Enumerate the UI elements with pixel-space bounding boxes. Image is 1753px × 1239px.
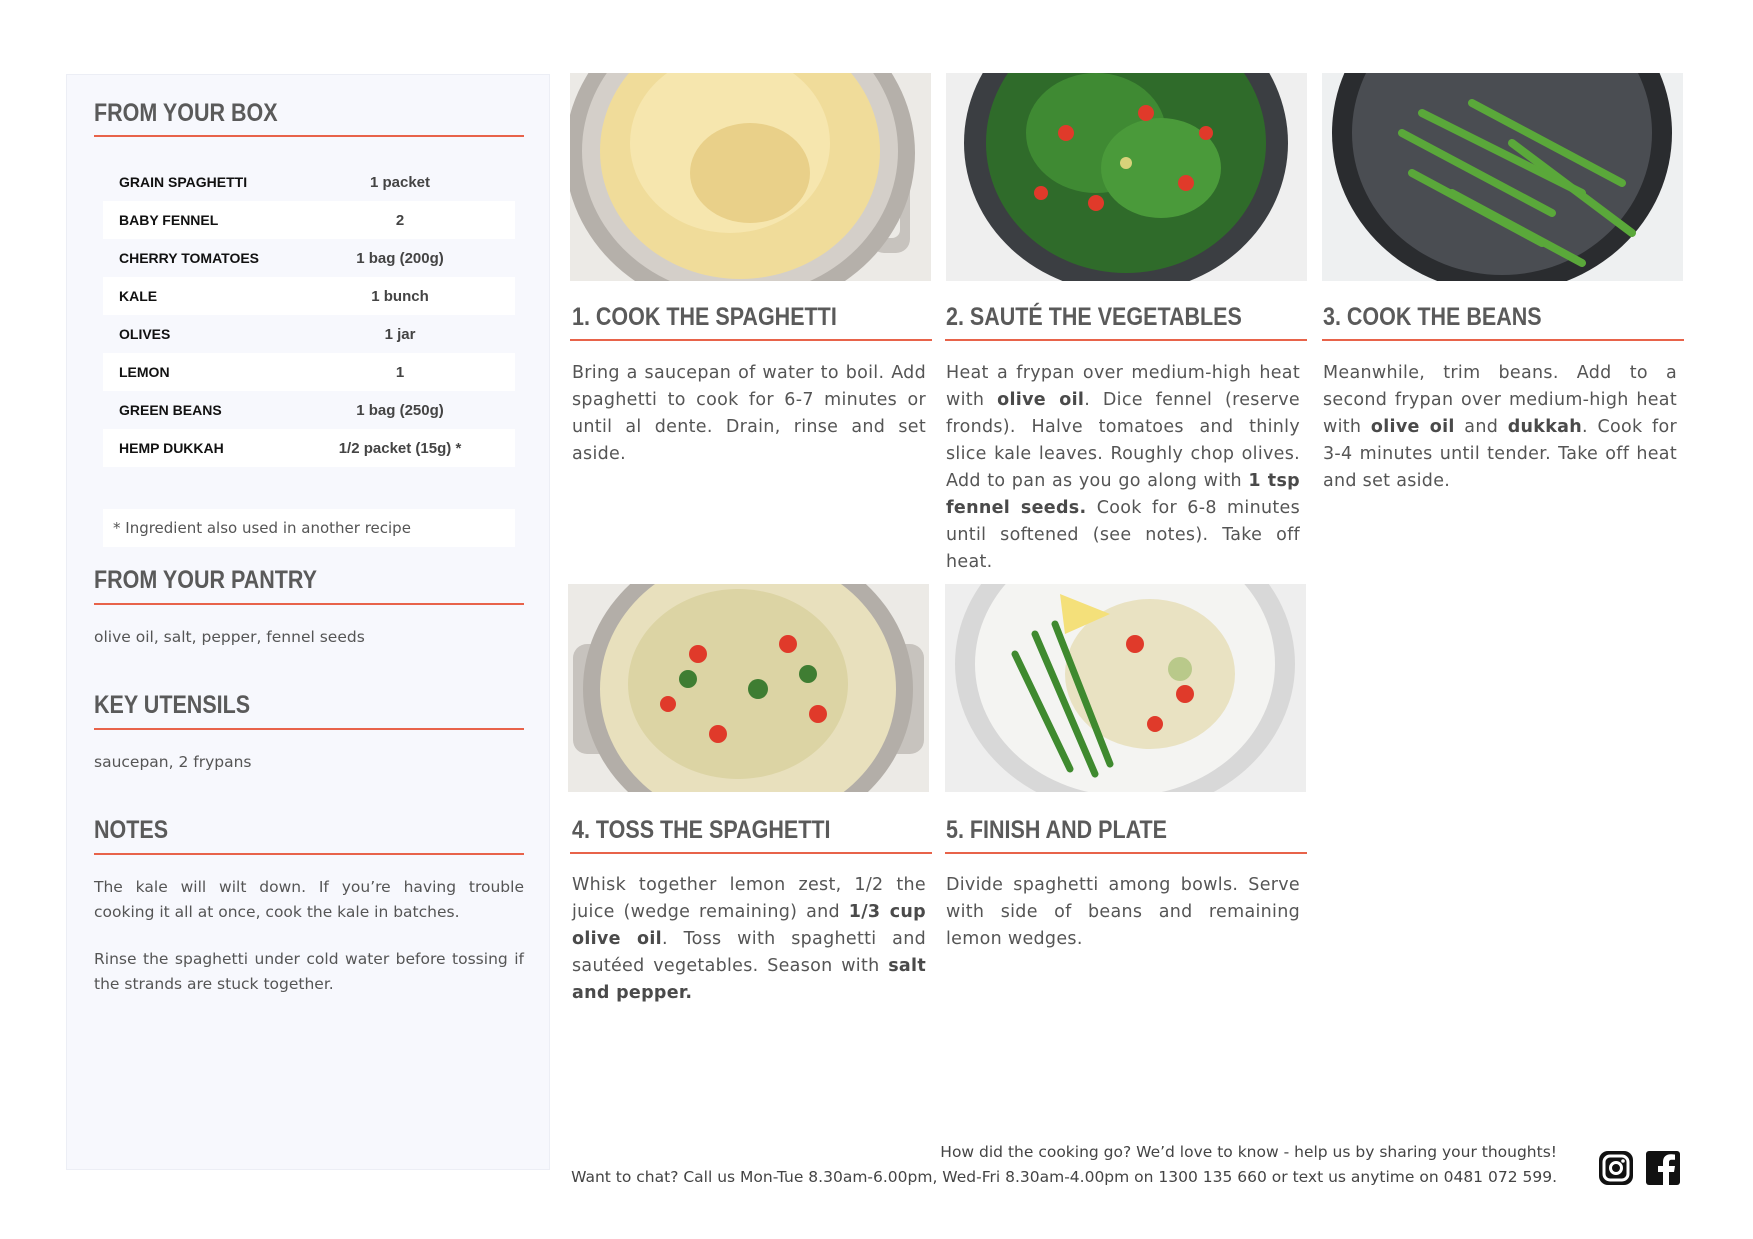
utensils-text: saucepan, 2 frypans (94, 753, 252, 771)
ingredient-name: LEMON (119, 364, 170, 380)
ingredient-quantity: 1 packet (369, 173, 431, 191)
contact-text: Want to chat? Call us Mon-Tue 8.30am-6.00pm, Wed-Fri 8.30am-4.00pm on 1300 135 660 or text us anytime on 0481 072 599. (571, 1168, 1557, 1186)
ingredients-table (103, 163, 515, 467)
note-2: Rinse the spaghetti under cold water before tossing if the strands are stuck together. (94, 950, 524, 993)
title-divider (570, 339, 932, 341)
title-divider (94, 135, 524, 137)
ingredient-row (103, 315, 515, 353)
step-4-text (572, 872, 926, 1007)
step-5-photo (945, 584, 1306, 792)
step-2-photo (946, 73, 1307, 281)
ingredient-row (103, 163, 515, 201)
ingredient-footnote: * Ingredient also used in another recipe (103, 509, 515, 547)
note-1: The kale will wilt down. If you’re having trouble cooking it all at once, cook the kale in batches. (94, 878, 524, 921)
step-5-text (946, 872, 1300, 953)
ingredient-row (103, 239, 515, 277)
ingredient-quantity: 1/2 packet (15g) * (338, 439, 462, 457)
step-text-run: and (1454, 417, 1508, 437)
title-divider (94, 603, 524, 605)
pantry-text: olive oil, salt, pepper, fennel seeds (94, 628, 365, 646)
step-text-run: . Dice fennel (reserve fronds). Halve tomatoes and thinly slice kale leaves. Roughly chop olives. Add to pan as you go along with (946, 390, 1300, 491)
ingredient-name: KALE (119, 288, 158, 304)
ingredient-name: GREEN BEANS (119, 402, 222, 418)
bold-ingredient-text: dukkah (1507, 417, 1583, 437)
ingredient-row (103, 391, 515, 429)
step-2-text (946, 360, 1300, 576)
step-text-run: Bring a saucepan of water to boil. Add spaghetti to cook for 6-7 minutes or until al dente. Drain, rinse and set aside. (572, 363, 926, 464)
step-1-text (572, 360, 926, 468)
facebook-icon[interactable] (1645, 1150, 1681, 1186)
from-your-box-title: FROM YOUR BOX (94, 99, 278, 127)
ingredient-name: OLIVES (119, 326, 171, 342)
step-text-run: Divide spaghetti among bowls. Serve with side of beans and remaining lemon wedges. (946, 875, 1300, 949)
step-text-run: Heat a frypan over medium-high heat with (946, 363, 1300, 410)
ingredient-name: CHERRY TOMATOES (119, 250, 260, 266)
feedback-text: How did the cooking go? We’d love to know - help us by sharing your thoughts! (940, 1143, 1557, 1161)
ingredients-sidebar (66, 74, 550, 1170)
ingredient-quantity: 1 bag (200g) (356, 249, 444, 267)
step-1-title: 1. COOK THE SPAGHETTI (572, 303, 837, 331)
ingredient-name: BABY FENNEL (119, 212, 219, 228)
title-divider (1322, 339, 1684, 341)
ingredient-row (103, 429, 515, 467)
title-divider (94, 853, 524, 855)
step-5-title: 5. FINISH AND PLATE (946, 816, 1167, 844)
step-3-title: 3. COOK THE BEANS (1323, 303, 1542, 331)
ingredient-quantity: 2 (395, 211, 405, 229)
bold-ingredient-text: 1/3 cup olive oil (572, 902, 926, 949)
instagram-icon[interactable] (1598, 1150, 1634, 1186)
ingredient-quantity: 1 bag (250g) (356, 401, 444, 419)
ingredient-row (103, 353, 515, 391)
title-divider (945, 339, 1307, 341)
step-4-title: 4. TOSS THE SPAGHETTI (572, 816, 831, 844)
ingredient-quantity: 1 bunch (371, 287, 429, 305)
ingredient-row (103, 201, 515, 239)
title-divider (94, 728, 524, 730)
step-3-photo (1322, 73, 1683, 281)
ingredient-quantity: 1 jar (384, 325, 416, 343)
step-1-photo (570, 73, 931, 281)
step-3-text (1323, 360, 1677, 495)
bold-ingredient-text: olive oil (997, 390, 1085, 410)
ingredient-quantity: 1 (395, 363, 405, 381)
step-text-run: Meanwhile, trim beans. Add to a second frypan over medium-high heat with (1323, 363, 1677, 437)
key-utensils-title: KEY UTENSILS (94, 691, 251, 719)
step-text-run: . Toss with spaghetti and sautéed vegetables. Season with (572, 929, 926, 976)
ingredient-row (103, 277, 515, 315)
bold-ingredient-text: 1 tsp fennel seeds. (946, 471, 1301, 518)
step-4-photo (568, 584, 929, 792)
notes-title: NOTES (94, 816, 169, 844)
from-your-pantry-title: FROM YOUR PANTRY (94, 566, 317, 594)
ingredient-name: GRAIN SPAGHETTI (119, 174, 248, 190)
step-text-run: . Cook for 3-4 minutes until tender. Take off heat and set aside. (1323, 417, 1677, 491)
step-text-run: Whisk together lemon zest, 1/2 the juice (wedge remaining) and (572, 875, 926, 922)
title-divider (570, 852, 932, 854)
title-divider (945, 852, 1307, 854)
ingredient-name: HEMP DUKKAH (119, 440, 224, 456)
bold-ingredient-text: salt and pepper. (572, 956, 926, 1003)
step-2-title: 2. SAUTÉ THE VEGETABLES (946, 303, 1242, 331)
step-text-run: Cook for 6-8 minutes until softened (see notes). Take off heat. (946, 498, 1300, 572)
bold-ingredient-text: olive oil (1370, 417, 1455, 437)
